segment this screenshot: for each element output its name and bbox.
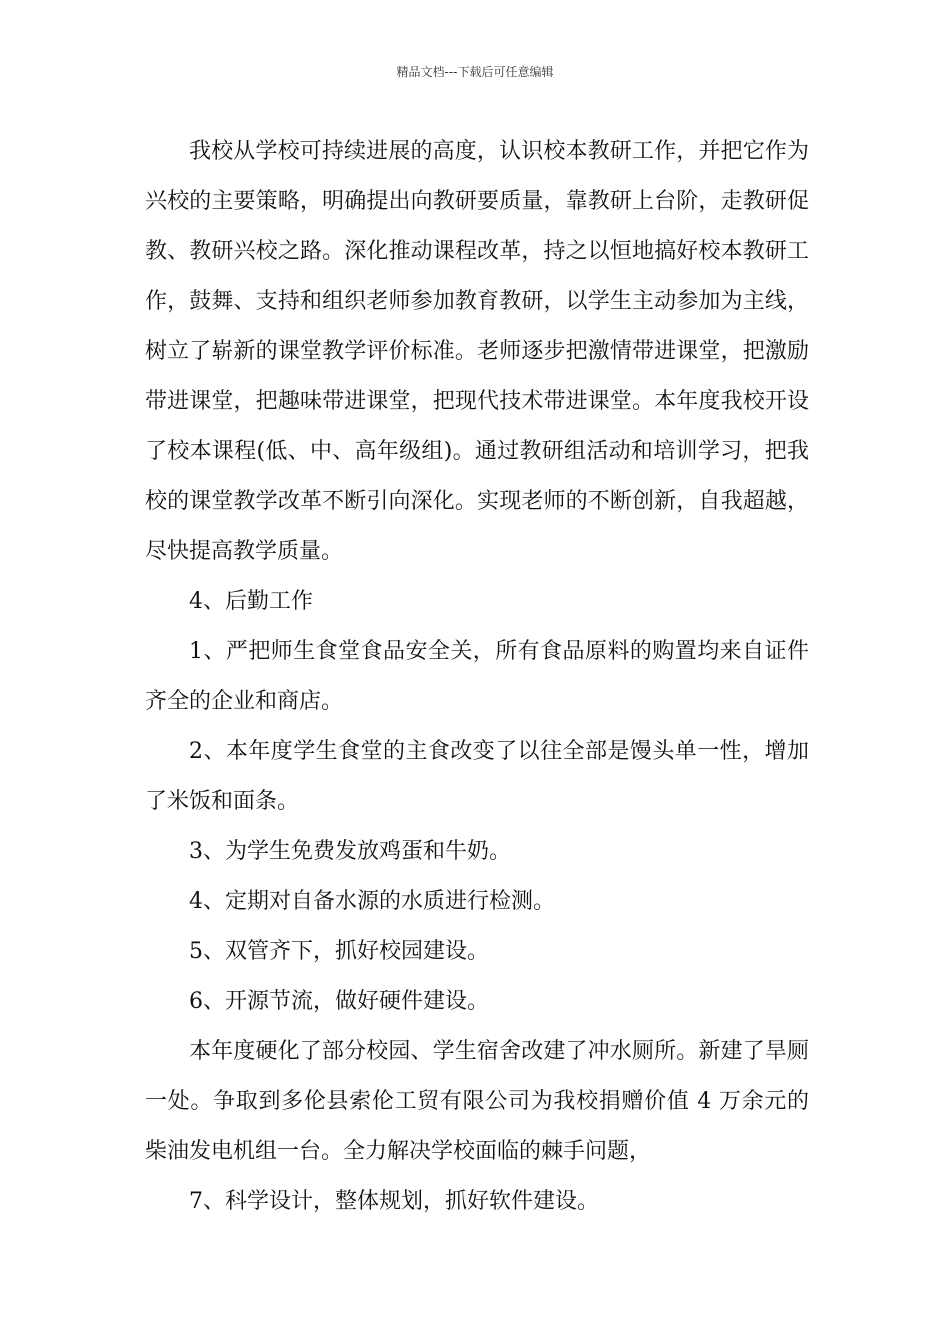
paragraph-campus-improvements: 本年度硬化了部分校园、学生宿舍改建了冲水厕所。新建了旱厕一处。争取到多伦县索伦工贸有限公司为我校捐赠价值 4 万余元的柴油发电机组一台。全力解决学校面临的棘手问题， (145, 1039, 809, 1164)
list-item-software-construction: 7、科学设计，整体规划，抓好软件建设。 (189, 1189, 599, 1214)
list-item-water-testing: 4、定期对自备水源的水质进行检测。 (189, 889, 555, 914)
section-heading-logistics: 4、后勤工作 (189, 589, 313, 614)
list-item-canteen-safety: 1、严把师生食堂食品安全关，所有食品原料的购置均来自证件齐全的企业和商店。 (145, 639, 809, 714)
list-item-staple-food: 2、本年度学生食堂的主食改变了以往全部是馒头单一性，增加了米饭和面条。 (145, 739, 809, 814)
page-header: 精品文档---下载后可任意编辑 (396, 65, 554, 79)
paragraph-teaching-research: 我校从学校可持续进展的高度，认识校本教研工作，并把它作为兴校的主要策略，明确提出向教研要质量，靠教研上台阶，走教研促教、教研兴校之路。深化推动课程改革，持之以恒地搞好校本教研工作，鼓舞、支持和组织老师参加教育教研，以学生主动参加为主线，树立了崭新的课堂教学评价标准。老师逐步把激情带进课堂，把激励带进课堂，把趣味带进课堂，把现代技术带进课堂。本年度我校开设了校本课程(低、中、高年级组)。通过教研组活动和培训学习，把我校的课堂教学改革不断引向深化。实现老师的不断创新，自我超越，尽快提高教学质量。 (145, 139, 809, 564)
list-item-campus-construction: 5、双管齐下，抓好校园建设。 (189, 939, 489, 964)
document-body (145, 127, 809, 1227)
list-item-hardware-construction: 6、开源节流，做好硬件建设。 (189, 989, 489, 1014)
list-item-eggs-milk: 3、为学生免费发放鸡蛋和牛奶。 (189, 839, 511, 864)
